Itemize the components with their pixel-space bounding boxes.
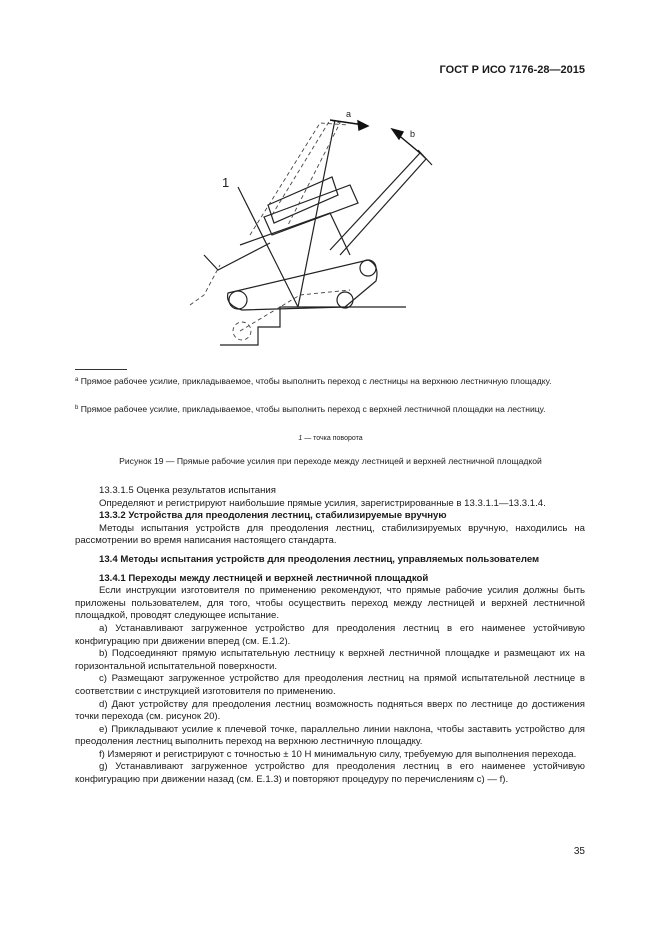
page-number: 35 [573, 846, 585, 857]
footnote-text-b: Прямое рабочее усилие, прикладываемое, чтобы выполнить переход с верхней лестничной площадки на лестницу. [78, 404, 546, 414]
ghost-wheel [233, 322, 251, 340]
legend-number: 1 [298, 435, 303, 442]
standard-code: ГОСТ Р ИСО 7176-28—2015 [439, 64, 585, 76]
paragraph: Определяют и регистрируют наибольшие прямые усилия, зарегистрированные в 13.3.1.1—13.3.1.4. [99, 497, 546, 509]
footrest [204, 243, 270, 270]
handle-bar [330, 153, 426, 255]
seat [264, 185, 358, 235]
figure-label-1: 1 [222, 175, 230, 190]
heading-13-3-2: 13.3.2 Устройства для преодоления лестниц, стабилизируемые вручную [99, 510, 447, 522]
footnote-mark-b: b [75, 405, 79, 411]
figure-label-a: a [346, 109, 352, 119]
heading-13-4: 13.4 Методы испытания устройств для преодоления лестниц, управляемых пользователем [99, 553, 540, 565]
main-text [75, 485, 585, 787]
list-item-g: g) Устанавливают загруженное устройство для преодоления лестниц в его наименее устойчивую конфигурацию при движении назад (см. Е.1.3) и повторяют процедуру по перечислениям c) — f). [75, 761, 585, 786]
track-wheel-top [360, 260, 376, 276]
paragraph: Методы испытания устройств для преодоления лестниц, стабилизируемых вручную, находились на рассмотрении во время написания настоящего стандарта. [75, 522, 585, 547]
figure-label-b: b [410, 129, 416, 139]
footnote-divider [75, 369, 127, 370]
seat-back [268, 177, 338, 223]
figure-caption: Рисунок 19 — Прямые рабочие усилия при переходе между лестницей и верхней лестничной площадкой [119, 456, 542, 466]
list-item-a: a) Устанавливают загруженное устройство для преодоления лестниц в его наименее устойчивую конфигурацию при движении вперед (см. Е.1.2). [75, 622, 585, 647]
legend-text: — точка поворота [302, 435, 363, 442]
heading-13-4-1: 13.4.1 Переходы между лестницей и верхней лестничной площадкой [99, 572, 429, 584]
ghost-track [240, 290, 350, 331]
footnote-mark-a: a [75, 377, 79, 383]
force-arrow-a-head [358, 121, 368, 130]
footnote-b [75, 403, 585, 415]
figure-legend [0, 435, 661, 442]
track-wheel-left [229, 291, 247, 309]
list-item-f: f) Измеряют и регистрируют с точностью ± 10 Н минимальную силу, требуемую для выполнения перехода. [99, 748, 577, 760]
track-wheel-right [337, 292, 353, 308]
ghost-footrest [190, 265, 220, 305]
frame-lower [240, 213, 350, 255]
list-item-e: e) Прикладывают усилие к плечевой точке, параллельно линии наклона, чтобы заставить устройство для преодоления лестниц выполнить переход на верхнюю лестничную площадку. [75, 723, 585, 748]
paragraph: Если инструкции изготовителя по применению рекомендуют, что прямые рабочие усилия должны быть приложены пользователем, для того, чтобы осуществить переход между лестницей и верхней лестничной площадкой, проводят следующее испытание. [75, 585, 585, 622]
list-item-d: d) Дают устройству для преодоления лестниц возможность подняться вверх по лестнице до достижения точки перехода (см. рисунок 20). [75, 698, 585, 723]
figure-stair-climber [180, 95, 460, 370]
list-item-b: b) Подсоединяют прямую испытательную лестницу к верхней лестничной площадке и размещают их на горизонтальной испытательной поверхности. [75, 648, 585, 672]
footnote-text-a: Прямое рабочее усилие, прикладываемое, чтобы выполнить переход с лестницы на верхнюю лестничную площадку. [78, 376, 552, 386]
list-item-c: c) Размещают загруженное устройство для преодоления лестниц на прямой испытательной лестнице в соответствии с инструкцией изготовителя по применению. [75, 673, 585, 697]
footnote-a [75, 375, 585, 387]
subsection-13-3-1-5: 13.3.1.5 Оценка результатов испытания [99, 485, 276, 496]
